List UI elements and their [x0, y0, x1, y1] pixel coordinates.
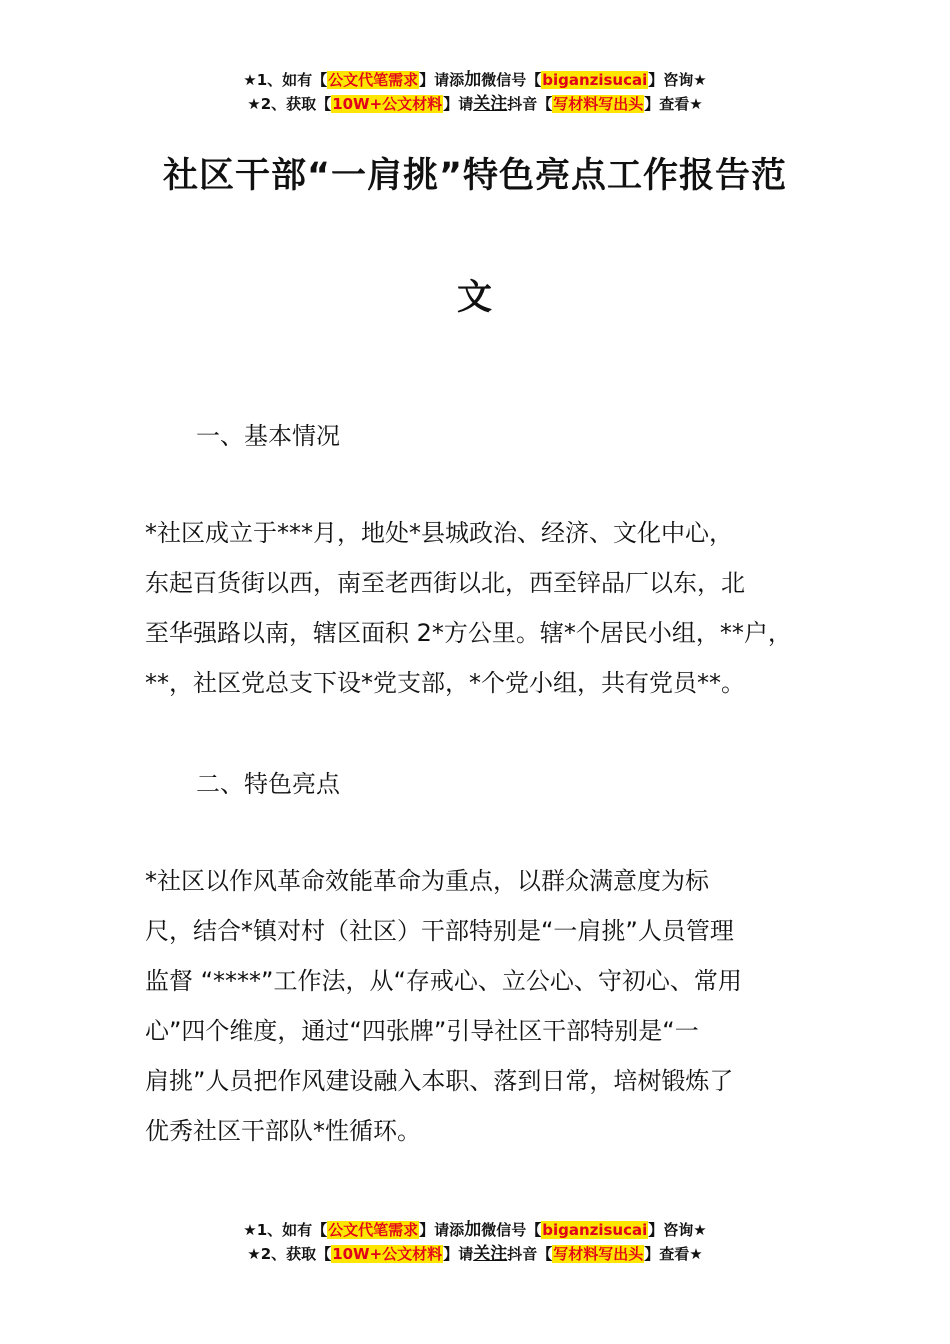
banner-text: 抖音【: [507, 95, 553, 113]
banner-text: 微信号【: [481, 1221, 542, 1239]
banner-text-emphasis: 加: [464, 70, 482, 90]
banner-highlight-service: 公文代笔需求: [328, 1221, 419, 1239]
paragraph-line: **，社区党总支下设*党支部，*个党小组，共有党员**。: [145, 669, 745, 697]
document-title-line-1: 社区干部“一肩挑”特色亮点工作报告范: [162, 156, 787, 196]
bottom-banner: [0, 1218, 950, 1266]
banner-line-1: [0, 1218, 950, 1242]
banner-text: 微信号【: [481, 71, 542, 89]
document-title-line-2: 文: [456, 278, 493, 318]
banner-highlight-douyin: 写材料写出头: [553, 1245, 644, 1263]
paragraph-line: 优秀社区干部队*性循环。: [145, 1117, 421, 1145]
top-banner: [0, 68, 950, 116]
banner-line-1: [0, 68, 950, 92]
paragraph-line: 心”四个维度，通过“四张牌”引导社区干部特别是“一: [145, 1017, 699, 1045]
banner-highlight-service: 公文代笔需求: [328, 71, 419, 89]
banner-text: 】请添: [419, 1221, 465, 1239]
banner-text: ★1、如有【: [243, 71, 328, 89]
banner-text: ★2、获取【: [247, 95, 332, 113]
paragraph-line: *社区以作风革命效能革命为重点，以群众满意度为标: [145, 867, 709, 895]
banner-text-emphasis: 关注: [473, 1244, 508, 1264]
paragraph-line: *社区成立于***月，地处*县城政治、经济、文化中心，: [145, 519, 733, 547]
banner-line-2: [0, 92, 950, 116]
banner-text: 】请: [443, 1245, 474, 1263]
paragraph-line: 尺，结合*镇对村（社区）干部特别是“一肩挑”人员管理: [145, 917, 734, 945]
banner-text: 】查看★: [644, 95, 703, 113]
banner-text-emphasis: 关注: [473, 94, 508, 114]
paragraph-line: 肩挑”人员把作风建设融入本职、落到日常，培树锻炼了: [145, 1067, 734, 1095]
banner-text: 】咨询★: [648, 1221, 707, 1239]
paragraph-line: 监督 “****”工作法，从“存戒心、立公心、守初心、常用: [145, 967, 742, 995]
banner-text: 】查看★: [644, 1245, 703, 1263]
paragraph-line: 东起百货街以西，南至老西街以北，西至锌品厂以东，北: [145, 569, 745, 597]
section-body-highlights: [145, 856, 835, 1156]
banner-highlight-wechat-id: biganzisucai: [542, 71, 648, 89]
banner-highlight-materials: 10W+公文材料: [332, 1245, 443, 1263]
banner-highlight-materials: 10W+公文材料: [332, 95, 443, 113]
banner-text: 】咨询★: [648, 71, 707, 89]
banner-text: ★1、如有【: [243, 1221, 328, 1239]
banner-highlight-douyin: 写材料写出头: [553, 95, 644, 113]
section-heading-basic-info: 一、基本情况: [196, 422, 340, 450]
banner-text: ★2、获取【: [247, 1245, 332, 1263]
banner-text: 】请: [443, 95, 474, 113]
section-heading-highlights: 二、特色亮点: [196, 770, 340, 798]
banner-highlight-wechat-id: biganzisucai: [542, 1221, 648, 1239]
paragraph-line: 至华强路以南，辖区面积 2*方公里。辖*个居民小组，**户，: [145, 619, 792, 647]
banner-line-2: [0, 1242, 950, 1266]
banner-text: 】请添: [419, 71, 465, 89]
banner-text-emphasis: 加: [464, 1220, 482, 1240]
section-body-basic-info: [145, 508, 835, 708]
banner-text: 抖音【: [507, 1245, 553, 1263]
